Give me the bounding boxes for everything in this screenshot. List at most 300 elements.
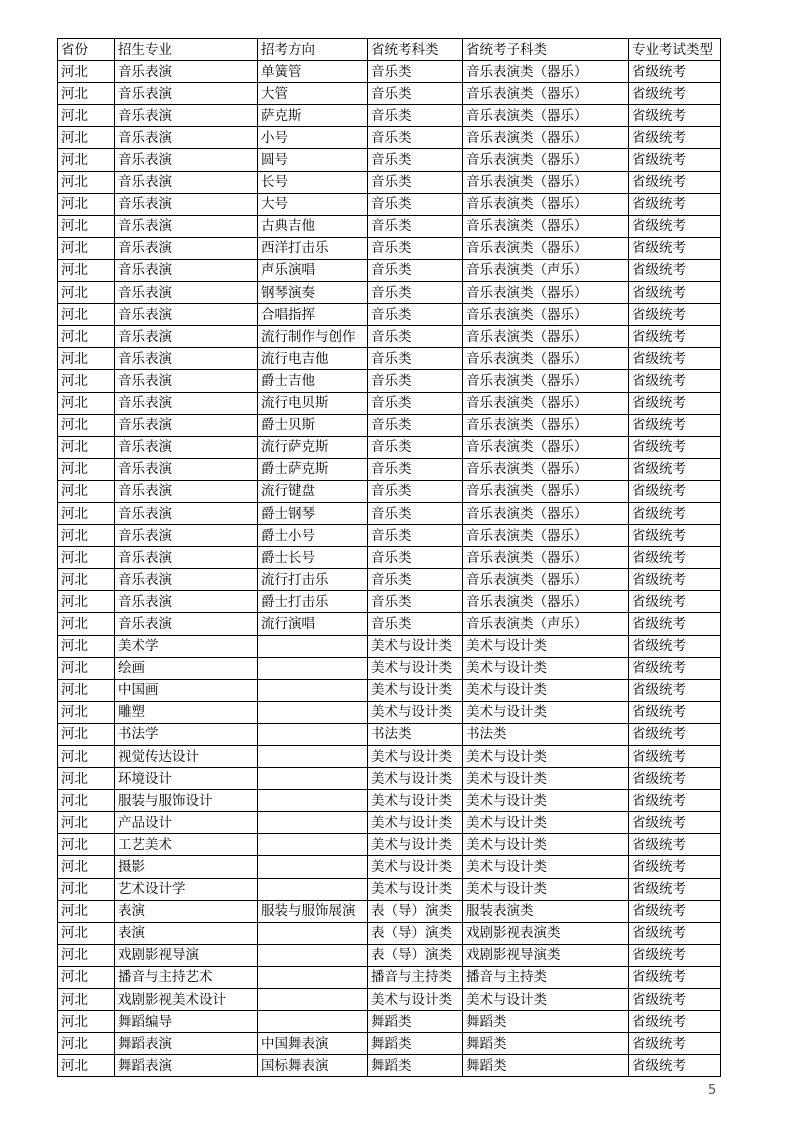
cell-direction <box>258 790 368 812</box>
cell-exam-type: 省级统考 <box>629 746 721 768</box>
cell-exam-subcategory: 音乐表演类（器乐） <box>463 458 629 480</box>
cell-exam-subcategory: 音乐表演类（声乐） <box>463 259 629 281</box>
cell-province: 河北 <box>58 679 115 701</box>
table-row <box>58 1011 721 1033</box>
cell-major: 雕塑 <box>115 701 258 723</box>
cell-direction <box>258 856 368 878</box>
cell-exam-type: 省级统考 <box>629 215 721 237</box>
cell-exam-subcategory: 书法类 <box>463 723 629 745</box>
cell-exam-subcategory: 舞蹈类 <box>463 1055 629 1077</box>
cell-major: 舞蹈编导 <box>115 1011 258 1033</box>
cell-exam-category: 美术与设计类 <box>368 856 463 878</box>
cell-province: 河北 <box>58 812 115 834</box>
cell-exam-category: 音乐类 <box>368 215 463 237</box>
table-row <box>58 591 721 613</box>
cell-direction: 流行电贝斯 <box>258 392 368 414</box>
table-row <box>58 370 721 392</box>
cell-direction: 服装与服饰展演 <box>258 900 368 922</box>
cell-exam-category: 音乐类 <box>368 193 463 215</box>
cell-exam-category: 音乐类 <box>368 613 463 635</box>
header-exam-category: 省统考科类 <box>368 39 463 61</box>
cell-exam-category: 音乐类 <box>368 591 463 613</box>
cell-exam-subcategory: 服装表演类 <box>463 900 629 922</box>
cell-exam-category: 舞蹈类 <box>368 1055 463 1077</box>
table-row <box>58 966 721 988</box>
page-number: 5 <box>708 1083 717 1098</box>
cell-exam-subcategory: 音乐表演类（器乐） <box>463 127 629 149</box>
cell-province: 河北 <box>58 61 115 83</box>
cell-province: 河北 <box>58 701 115 723</box>
cell-exam-type: 省级统考 <box>629 392 721 414</box>
cell-major: 音乐表演 <box>115 414 258 436</box>
cell-exam-subcategory: 美术与设计类 <box>463 989 629 1011</box>
table-row <box>58 768 721 790</box>
cell-major: 音乐表演 <box>115 348 258 370</box>
cell-major: 音乐表演 <box>115 149 258 171</box>
cell-exam-subcategory: 音乐表演类（器乐） <box>463 61 629 83</box>
cell-exam-category: 美术与设计类 <box>368 746 463 768</box>
cell-exam-category: 音乐类 <box>368 547 463 569</box>
table-row <box>58 282 721 304</box>
cell-major: 摄影 <box>115 856 258 878</box>
cell-major: 音乐表演 <box>115 282 258 304</box>
cell-direction <box>258 989 368 1011</box>
cell-province: 河北 <box>58 657 115 679</box>
cell-exam-type: 省级统考 <box>629 900 721 922</box>
cell-major: 音乐表演 <box>115 502 258 524</box>
cell-direction <box>258 1011 368 1033</box>
cell-exam-category: 表（导）演类 <box>368 900 463 922</box>
cell-exam-subcategory: 音乐表演类（器乐） <box>463 348 629 370</box>
table-row <box>58 746 721 768</box>
cell-province: 河北 <box>58 966 115 988</box>
cell-exam-type: 省级统考 <box>629 259 721 281</box>
cell-exam-subcategory: 音乐表演类（器乐） <box>463 370 629 392</box>
cell-major: 音乐表演 <box>115 525 258 547</box>
cell-exam-type: 省级统考 <box>629 635 721 657</box>
cell-major: 音乐表演 <box>115 436 258 458</box>
cell-direction: 流行打击乐 <box>258 569 368 591</box>
cell-exam-type: 省级统考 <box>629 326 721 348</box>
table-header-row <box>58 39 721 61</box>
cell-major: 音乐表演 <box>115 591 258 613</box>
cell-exam-category: 音乐类 <box>368 105 463 127</box>
cell-province: 河北 <box>58 326 115 348</box>
cell-exam-category: 舞蹈类 <box>368 1033 463 1055</box>
cell-exam-category: 音乐类 <box>368 83 463 105</box>
cell-exam-type: 省级统考 <box>629 723 721 745</box>
cell-exam-type: 省级统考 <box>629 193 721 215</box>
cell-exam-type: 省级统考 <box>629 525 721 547</box>
cell-exam-type: 省级统考 <box>629 922 721 944</box>
table-row <box>58 304 721 326</box>
cell-province: 河北 <box>58 834 115 856</box>
cell-major: 音乐表演 <box>115 613 258 635</box>
cell-exam-category: 音乐类 <box>368 525 463 547</box>
cell-province: 河北 <box>58 215 115 237</box>
cell-exam-subcategory: 音乐表演类（器乐） <box>463 436 629 458</box>
cell-direction <box>258 878 368 900</box>
cell-direction: 爵士打击乐 <box>258 591 368 613</box>
cell-province: 河北 <box>58 480 115 502</box>
cell-exam-category: 音乐类 <box>368 414 463 436</box>
cell-province: 河北 <box>58 414 115 436</box>
cell-direction <box>258 944 368 966</box>
cell-exam-type: 省级统考 <box>629 304 721 326</box>
cell-major: 艺术设计学 <box>115 878 258 900</box>
cell-province: 河北 <box>58 723 115 745</box>
cell-major: 舞蹈表演 <box>115 1033 258 1055</box>
cell-exam-subcategory: 舞蹈类 <box>463 1033 629 1055</box>
cell-exam-subcategory: 音乐表演类（器乐） <box>463 502 629 524</box>
cell-province: 河北 <box>58 304 115 326</box>
cell-exam-type: 省级统考 <box>629 679 721 701</box>
cell-province: 河北 <box>58 525 115 547</box>
cell-exam-type: 省级统考 <box>629 1055 721 1077</box>
cell-exam-subcategory: 美术与设计类 <box>463 657 629 679</box>
cell-exam-subcategory: 音乐表演类（声乐） <box>463 613 629 635</box>
table-row <box>58 348 721 370</box>
table-row <box>58 326 721 348</box>
cell-exam-subcategory: 美术与设计类 <box>463 679 629 701</box>
cell-direction <box>258 768 368 790</box>
cell-exam-subcategory: 音乐表演类（器乐） <box>463 547 629 569</box>
cell-exam-type: 省级统考 <box>629 502 721 524</box>
cell-exam-subcategory: 音乐表演类（器乐） <box>463 525 629 547</box>
cell-direction: 爵士吉他 <box>258 370 368 392</box>
cell-direction: 国标舞表演 <box>258 1055 368 1077</box>
cell-major: 音乐表演 <box>115 83 258 105</box>
table-row <box>58 436 721 458</box>
cell-exam-category: 音乐类 <box>368 127 463 149</box>
header-direction: 招考方向 <box>258 39 368 61</box>
cell-exam-category: 音乐类 <box>368 392 463 414</box>
cell-exam-type: 省级统考 <box>629 149 721 171</box>
table-row <box>58 149 721 171</box>
cell-exam-type: 省级统考 <box>629 282 721 304</box>
cell-exam-type: 省级统考 <box>629 458 721 480</box>
cell-exam-type: 省级统考 <box>629 237 721 259</box>
cell-major: 音乐表演 <box>115 105 258 127</box>
table-row <box>58 83 721 105</box>
cell-exam-subcategory: 音乐表演类（器乐） <box>463 326 629 348</box>
cell-exam-type: 省级统考 <box>629 61 721 83</box>
cell-exam-type: 省级统考 <box>629 105 721 127</box>
cell-direction <box>258 635 368 657</box>
cell-exam-subcategory: 音乐表演类（器乐） <box>463 237 629 259</box>
cell-province: 河北 <box>58 502 115 524</box>
cell-exam-category: 美术与设计类 <box>368 679 463 701</box>
table-row <box>58 900 721 922</box>
cell-exam-type: 省级统考 <box>629 790 721 812</box>
cell-province: 河北 <box>58 193 115 215</box>
table-row <box>58 922 721 944</box>
table-row <box>58 679 721 701</box>
table-row <box>58 834 721 856</box>
cell-direction: 爵士钢琴 <box>258 502 368 524</box>
cell-exam-category: 美术与设计类 <box>368 790 463 812</box>
cell-direction: 大号 <box>258 193 368 215</box>
cell-exam-category: 音乐类 <box>368 458 463 480</box>
cell-exam-subcategory: 音乐表演类（器乐） <box>463 105 629 127</box>
cell-direction <box>258 723 368 745</box>
cell-major: 音乐表演 <box>115 480 258 502</box>
table-row <box>58 502 721 524</box>
table-row <box>58 989 721 1011</box>
cell-major: 表演 <box>115 922 258 944</box>
cell-province: 河北 <box>58 127 115 149</box>
cell-exam-type: 省级统考 <box>629 944 721 966</box>
cell-exam-type: 省级统考 <box>629 657 721 679</box>
cell-major: 音乐表演 <box>115 237 258 259</box>
cell-major: 书法学 <box>115 723 258 745</box>
table-row <box>58 723 721 745</box>
cell-major: 音乐表演 <box>115 193 258 215</box>
cell-major: 音乐表演 <box>115 61 258 83</box>
cell-exam-type: 省级统考 <box>629 414 721 436</box>
cell-direction: 圆号 <box>258 149 368 171</box>
cell-major: 服装与服饰设计 <box>115 790 258 812</box>
header-exam-type: 专业考试类型 <box>629 39 721 61</box>
cell-major: 播音与主持艺术 <box>115 966 258 988</box>
cell-exam-type: 省级统考 <box>629 171 721 193</box>
cell-province: 河北 <box>58 1033 115 1055</box>
cell-exam-category: 美术与设计类 <box>368 635 463 657</box>
table-row <box>58 1033 721 1055</box>
cell-province: 河北 <box>58 83 115 105</box>
table-row <box>58 878 721 900</box>
cell-exam-category: 音乐类 <box>368 304 463 326</box>
cell-direction: 流行键盘 <box>258 480 368 502</box>
cell-exam-category: 音乐类 <box>368 436 463 458</box>
cell-major: 视觉传达设计 <box>115 746 258 768</box>
cell-province: 河北 <box>58 1011 115 1033</box>
cell-province: 河北 <box>58 436 115 458</box>
cell-province: 河北 <box>58 878 115 900</box>
cell-direction: 爵士贝斯 <box>258 414 368 436</box>
cell-direction: 单簧管 <box>258 61 368 83</box>
cell-exam-type: 省级统考 <box>629 547 721 569</box>
table-row <box>58 480 721 502</box>
table-row <box>58 547 721 569</box>
cell-direction: 流行萨克斯 <box>258 436 368 458</box>
cell-major: 音乐表演 <box>115 171 258 193</box>
cell-exam-category: 音乐类 <box>368 569 463 591</box>
cell-province: 河北 <box>58 922 115 944</box>
cell-exam-subcategory: 音乐表演类（器乐） <box>463 304 629 326</box>
cell-major: 表演 <box>115 900 258 922</box>
table-row <box>58 171 721 193</box>
cell-exam-category: 音乐类 <box>368 370 463 392</box>
cell-major: 音乐表演 <box>115 547 258 569</box>
cell-province: 河北 <box>58 392 115 414</box>
cell-exam-type: 省级统考 <box>629 613 721 635</box>
cell-exam-subcategory: 美术与设计类 <box>463 635 629 657</box>
cell-exam-category: 音乐类 <box>368 259 463 281</box>
cell-direction: 中国舞表演 <box>258 1033 368 1055</box>
cell-major: 戏剧影视导演 <box>115 944 258 966</box>
cell-exam-type: 省级统考 <box>629 966 721 988</box>
table-row <box>58 525 721 547</box>
cell-exam-subcategory: 戏剧影视导演类 <box>463 944 629 966</box>
cell-province: 河北 <box>58 944 115 966</box>
cell-exam-subcategory: 戏剧影视表演类 <box>463 922 629 944</box>
cell-exam-category: 美术与设计类 <box>368 657 463 679</box>
table-row <box>58 657 721 679</box>
cell-major: 音乐表演 <box>115 326 258 348</box>
cell-province: 河北 <box>58 635 115 657</box>
cell-exam-type: 省级统考 <box>629 348 721 370</box>
cell-exam-category: 美术与设计类 <box>368 768 463 790</box>
table-row <box>58 414 721 436</box>
cell-exam-category: 音乐类 <box>368 348 463 370</box>
cell-province: 河北 <box>58 547 115 569</box>
cell-province: 河北 <box>58 900 115 922</box>
cell-province: 河北 <box>58 768 115 790</box>
cell-province: 河北 <box>58 746 115 768</box>
cell-exam-category: 美术与设计类 <box>368 989 463 1011</box>
cell-direction: 大管 <box>258 83 368 105</box>
cell-direction: 流行制作与创作 <box>258 326 368 348</box>
cell-exam-subcategory: 播音与主持类 <box>463 966 629 988</box>
cell-major: 产品设计 <box>115 812 258 834</box>
cell-exam-category: 美术与设计类 <box>368 878 463 900</box>
table-row <box>58 701 721 723</box>
cell-major: 中国画 <box>115 679 258 701</box>
table-row <box>58 61 721 83</box>
header-major: 招生专业 <box>115 39 258 61</box>
table-row <box>58 215 721 237</box>
cell-exam-type: 省级统考 <box>629 1011 721 1033</box>
table-row <box>58 790 721 812</box>
cell-exam-category: 书法类 <box>368 723 463 745</box>
cell-exam-type: 省级统考 <box>629 480 721 502</box>
cell-exam-category: 音乐类 <box>368 480 463 502</box>
cell-direction <box>258 701 368 723</box>
cell-exam-category: 音乐类 <box>368 61 463 83</box>
cell-exam-category: 美术与设计类 <box>368 834 463 856</box>
cell-exam-type: 省级统考 <box>629 989 721 1011</box>
cell-province: 河北 <box>58 171 115 193</box>
table-row <box>58 635 721 657</box>
cell-exam-subcategory: 美术与设计类 <box>463 768 629 790</box>
cell-province: 河北 <box>58 370 115 392</box>
cell-direction: 西洋打击乐 <box>258 237 368 259</box>
cell-major: 环境设计 <box>115 768 258 790</box>
table-row <box>58 105 721 127</box>
cell-exam-type: 省级统考 <box>629 812 721 834</box>
cell-exam-subcategory: 美术与设计类 <box>463 856 629 878</box>
cell-province: 河北 <box>58 790 115 812</box>
cell-direction: 小号 <box>258 127 368 149</box>
cell-direction <box>258 746 368 768</box>
cell-exam-type: 省级统考 <box>629 591 721 613</box>
cell-exam-category: 美术与设计类 <box>368 812 463 834</box>
table-row <box>58 569 721 591</box>
cell-direction: 钢琴演奏 <box>258 282 368 304</box>
cell-province: 河北 <box>58 348 115 370</box>
cell-exam-subcategory: 音乐表演类（器乐） <box>463 480 629 502</box>
cell-province: 河北 <box>58 282 115 304</box>
cell-exam-type: 省级统考 <box>629 878 721 900</box>
cell-direction: 流行电吉他 <box>258 348 368 370</box>
cell-direction: 爵士小号 <box>258 525 368 547</box>
cell-major: 音乐表演 <box>115 458 258 480</box>
cell-exam-category: 播音与主持类 <box>368 966 463 988</box>
cell-direction: 古典吉他 <box>258 215 368 237</box>
cell-direction <box>258 679 368 701</box>
cell-exam-category: 音乐类 <box>368 171 463 193</box>
cell-exam-subcategory: 美术与设计类 <box>463 746 629 768</box>
cell-exam-type: 省级统考 <box>629 436 721 458</box>
cell-major: 音乐表演 <box>115 304 258 326</box>
cell-direction: 爵士萨克斯 <box>258 458 368 480</box>
table-row <box>58 944 721 966</box>
cell-exam-type: 省级统考 <box>629 1033 721 1055</box>
cell-province: 河北 <box>58 989 115 1011</box>
cell-exam-category: 音乐类 <box>368 237 463 259</box>
table-row <box>58 259 721 281</box>
cell-exam-category: 音乐类 <box>368 149 463 171</box>
cell-major: 音乐表演 <box>115 215 258 237</box>
cell-major: 音乐表演 <box>115 392 258 414</box>
cell-major: 戏剧影视美术设计 <box>115 989 258 1011</box>
cell-exam-subcategory: 音乐表演类（器乐） <box>463 149 629 171</box>
cell-exam-category: 表（导）演类 <box>368 944 463 966</box>
cell-direction: 萨克斯 <box>258 105 368 127</box>
header-province: 省份 <box>58 39 115 61</box>
cell-exam-subcategory: 音乐表演类（器乐） <box>463 569 629 591</box>
cell-exam-type: 省级统考 <box>629 834 721 856</box>
cell-exam-subcategory: 音乐表演类（器乐） <box>463 171 629 193</box>
cell-exam-subcategory: 美术与设计类 <box>463 834 629 856</box>
cell-exam-subcategory: 音乐表演类（器乐） <box>463 282 629 304</box>
cell-province: 河北 <box>58 569 115 591</box>
cell-exam-subcategory: 美术与设计类 <box>463 812 629 834</box>
table-row <box>58 812 721 834</box>
cell-exam-category: 音乐类 <box>368 282 463 304</box>
cell-major: 音乐表演 <box>115 569 258 591</box>
cell-province: 河北 <box>58 149 115 171</box>
cell-direction <box>258 966 368 988</box>
table-row <box>58 458 721 480</box>
admissions-table <box>57 38 721 1077</box>
cell-exam-type: 省级统考 <box>629 856 721 878</box>
cell-exam-subcategory: 美术与设计类 <box>463 701 629 723</box>
cell-province: 河北 <box>58 1055 115 1077</box>
cell-exam-subcategory: 音乐表演类（器乐） <box>463 591 629 613</box>
cell-exam-type: 省级统考 <box>629 83 721 105</box>
cell-exam-category: 表（导）演类 <box>368 922 463 944</box>
table-row <box>58 127 721 149</box>
cell-direction <box>258 812 368 834</box>
cell-direction <box>258 834 368 856</box>
cell-direction: 长号 <box>258 171 368 193</box>
cell-province: 河北 <box>58 591 115 613</box>
cell-exam-type: 省级统考 <box>629 370 721 392</box>
table-row <box>58 856 721 878</box>
cell-exam-category: 音乐类 <box>368 502 463 524</box>
cell-exam-subcategory: 音乐表演类（器乐） <box>463 193 629 215</box>
table-row <box>58 193 721 215</box>
table-row <box>58 1055 721 1077</box>
cell-major: 音乐表演 <box>115 127 258 149</box>
table-row <box>58 392 721 414</box>
cell-exam-subcategory: 美术与设计类 <box>463 790 629 812</box>
cell-major: 美术学 <box>115 635 258 657</box>
table-row <box>58 613 721 635</box>
cell-exam-category: 音乐类 <box>368 326 463 348</box>
